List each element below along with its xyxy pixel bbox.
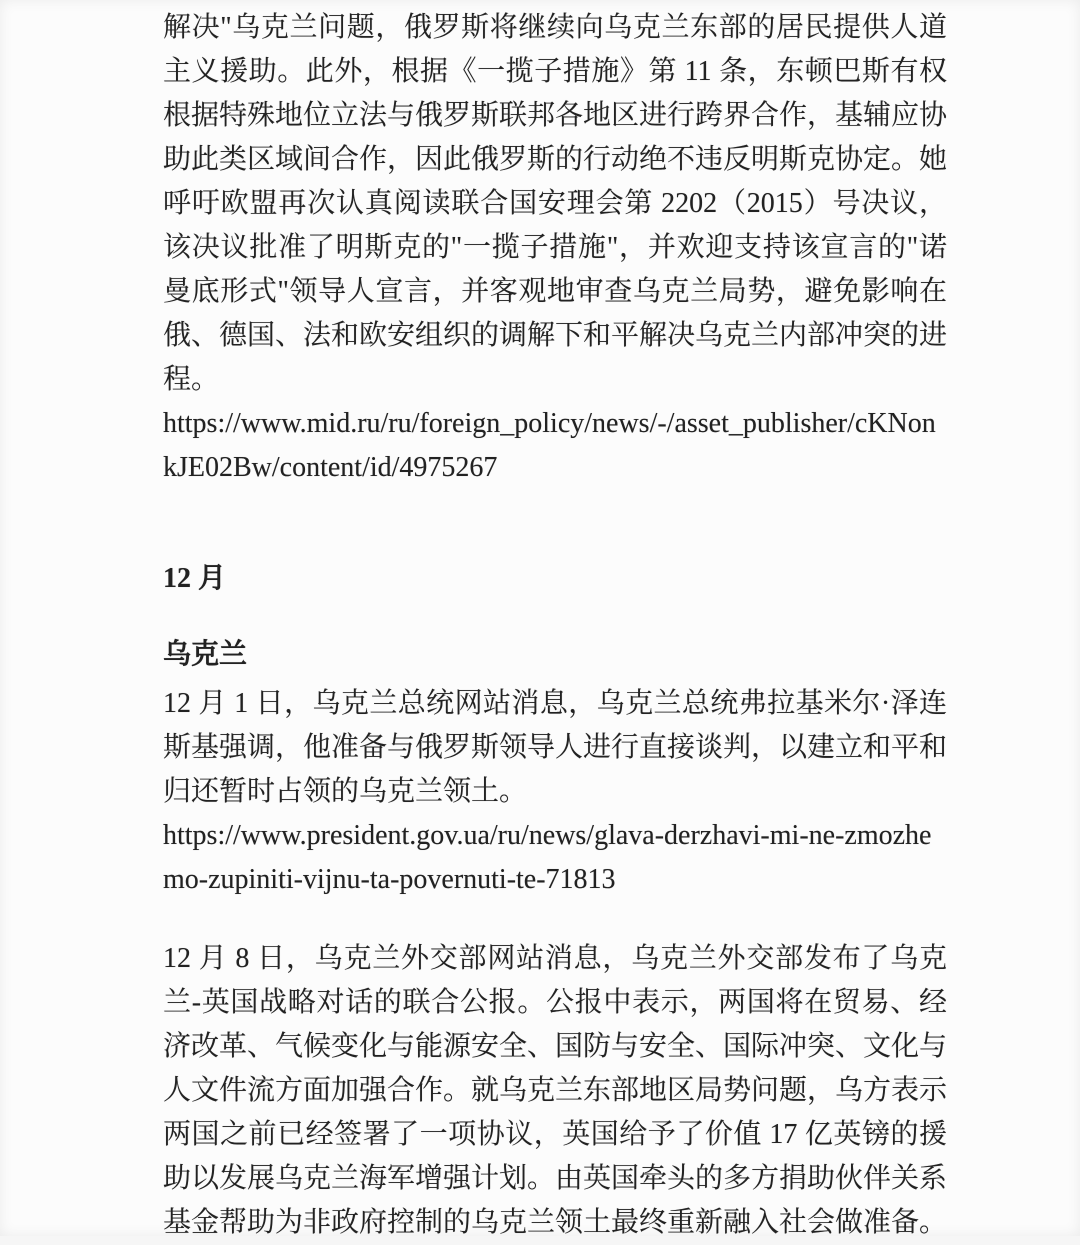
- paragraph-zelensky-statement: 12 月 1 日，乌克兰总统网站消息，乌克兰总统弗拉基米尔·泽连斯基强调，他准备与俄罗斯领导人进行直接谈判，以建立和平和归还暂时占领的乌克兰领土。: [163, 688, 948, 807]
- document-content: [163, 0, 947, 1245]
- paragraph-russia-statement: 解决"乌克兰问题，俄罗斯将继续向乌克兰东部的居民提供人道主义援助。此外，根据《一揽子措施》第 11 条，东顿巴斯有权根据特殊地位立法与俄罗斯联邦各地区进行跨界合作，基辅应协助此类区域间合作，因此俄罗斯的行动绝不违反明斯克协定。她呼吁欧盟再次认真阅读联合国安理会第 2202（2015）号决议，该决议批准了明斯克的"一揽子措施"，并欢迎支持该宣言的"诺曼底形式"领导人宣言，并客观地审查乌克兰局势，避免影响在俄、德国、法和欧安组织的调解下和平解决乌克兰内部冲突的进程。: [163, 12, 948, 395]
- month-heading: 12 月: [163, 563, 227, 594]
- source-url-mid-ru[interactable]: https://www.mid.ru/ru/foreign_policy/news/-/asset_publisher/cKNonkJE02Bw/content/id/4975267: [163, 408, 936, 483]
- source-url-president-gov-ua[interactable]: https://www.president.gov.ua/ru/news/glava-derzhavi-mi-ne-zmozhemo-zupiniti-vijnu-ta-povernuti-te-71813: [163, 820, 932, 895]
- paragraph-ukraine-uk-communique: 12 月 8 日，乌克兰外交部网站消息，乌克兰外交部发布了乌克兰-英国战略对话的联合公报。公报中表示，两国将在贸易、经济改革、气候变化与能源安全、国防与安全、国际冲突、文化与人文件流方面加强合作。就乌克兰东部地区局势问题，乌方表示两国之前已经签署了一项协议，英国给予了价值 17 亿英镑的援助以发展乌克兰海军增强计划。由英国牵头的多方捐助伙伴关系基金帮助为非政府控制的乌克兰领土最终重新融入社会做准备。: [163, 943, 948, 1238]
- country-heading: 乌克兰: [163, 639, 248, 670]
